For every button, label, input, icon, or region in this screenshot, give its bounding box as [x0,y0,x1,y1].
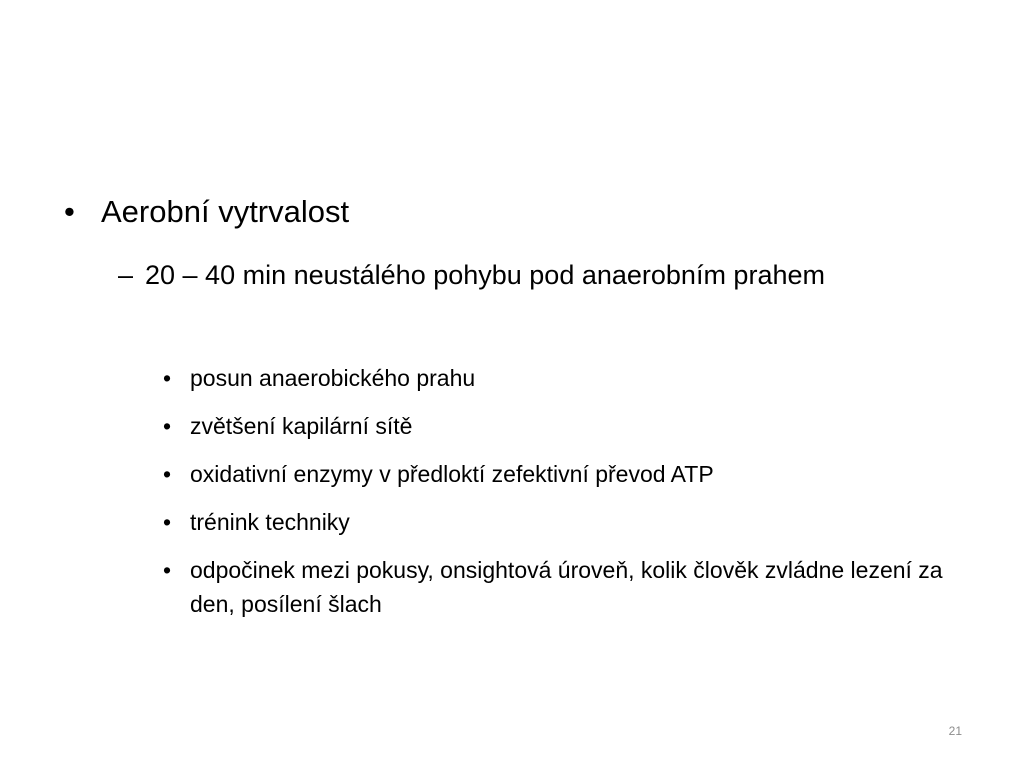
bullet-level3-text: oxidativní enzymy v předloktí zefektivní převod ATP [190,461,714,487]
bullet-icon: • [163,509,172,535]
bullet-level3-text: zvětšení kapilární sítě [190,413,413,439]
bullet-level3-text: odpočinek mezi pokusy, onsightová úroveň, kolik člověk zvládne lezení za den, posílení šlach [190,557,943,617]
bullet-icon: • [163,365,172,391]
bullet-level2-text: 20 – 40 min neustálého pohybu pod anaerobním prahem [145,260,825,290]
dash-icon: – [118,260,134,290]
bullet-level3-text: trénink techniky [190,509,350,535]
bullet-icon: • [163,557,172,583]
bullet-level1-text: Aerobní vytrvalost [101,194,350,229]
slide-number: 21 [948,724,962,738]
bullet-icon: • [163,461,172,487]
bullet-level3-text: posun anaerobického prahu [190,365,476,391]
bullet-icon: • [163,413,172,439]
bullet-icon: • [64,194,75,229]
